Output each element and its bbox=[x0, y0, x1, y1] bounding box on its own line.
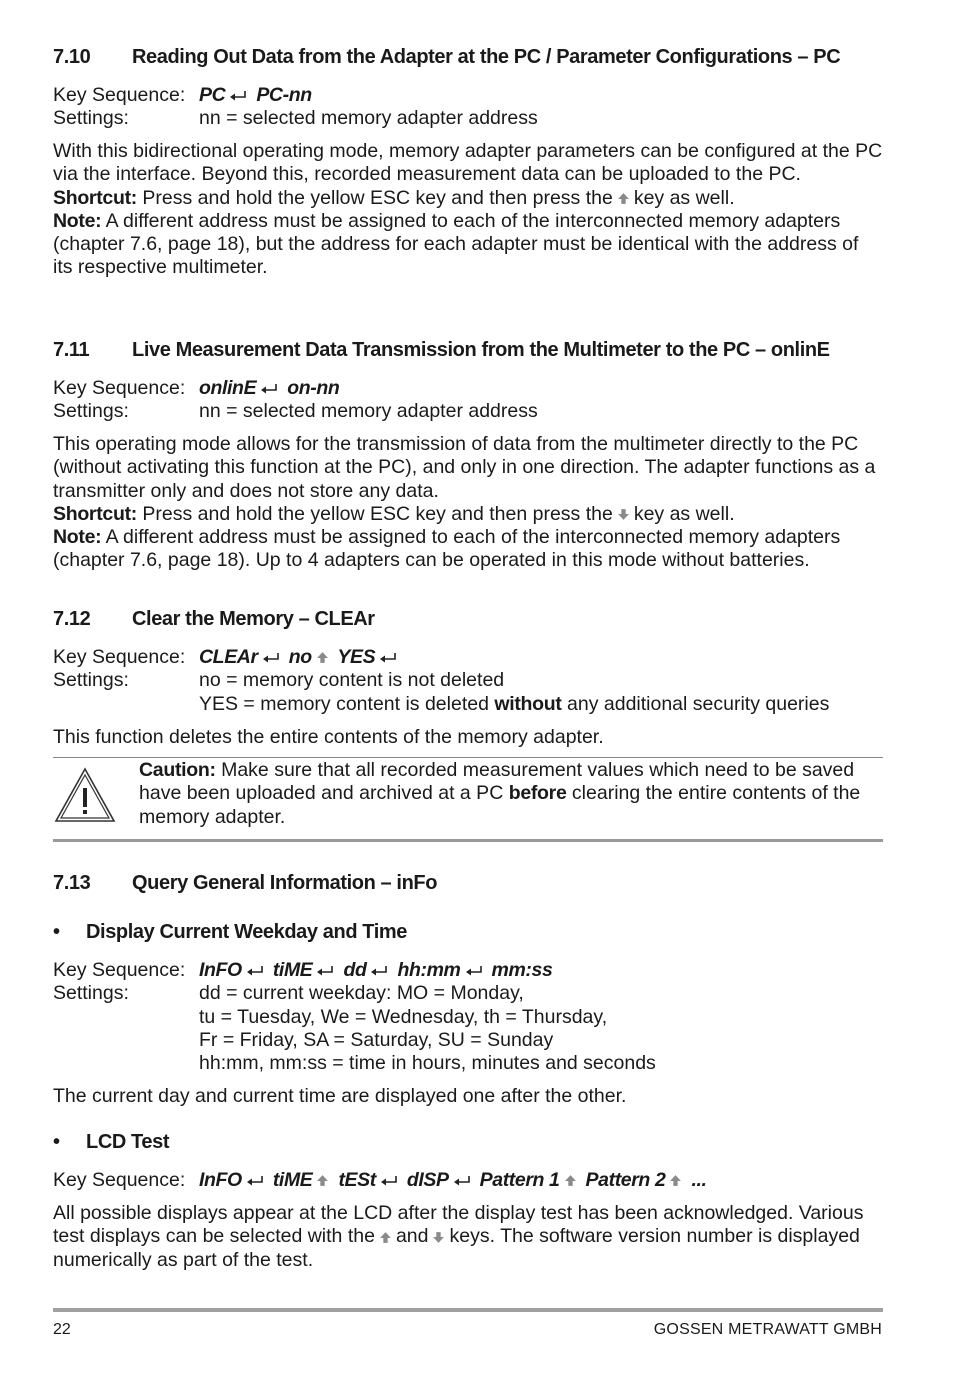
caution-emphasis: before bbox=[508, 782, 567, 805]
shortcut-label: Shortcut: bbox=[53, 502, 137, 525]
footer-divider bbox=[53, 1308, 883, 1312]
seq-token: tiME bbox=[272, 959, 313, 981]
key-sequence-label: Key Sequence: bbox=[53, 84, 186, 106]
caution-text: Make sure that all recorded measurement values which need to be saved have been uploaded and archived at a PC bbox=[139, 759, 855, 805]
section-7-11-key-sequence bbox=[53, 377, 883, 424]
bullet: • bbox=[53, 1131, 60, 1153]
note-label: Note: bbox=[53, 209, 102, 232]
section-number: 7.11 bbox=[53, 339, 90, 361]
bullet: • bbox=[53, 921, 60, 943]
bullet-title: Display Current Weekday and Time bbox=[86, 921, 408, 943]
caution-text-end: clearing the entire contents of the memory adapter. bbox=[139, 782, 861, 828]
section-7-13-heading bbox=[53, 872, 437, 895]
enter-key-icon bbox=[262, 652, 280, 664]
enter-key-icon bbox=[453, 1175, 471, 1187]
enter-key-icon bbox=[316, 965, 334, 977]
bullet-heading-lcd-test bbox=[53, 1131, 169, 1154]
bullet-heading-weekday-time bbox=[53, 921, 407, 944]
settings-value: no = memory content is not deleted bbox=[199, 669, 505, 692]
shortcut-text-end: key as well. bbox=[633, 502, 735, 525]
settings-value: any additional security queries bbox=[567, 692, 830, 715]
seq-token: InFO bbox=[199, 1169, 242, 1191]
page-number: 22 bbox=[53, 1321, 71, 1338]
up-arrow-key-icon bbox=[379, 1231, 392, 1244]
seq-token: InFO bbox=[199, 959, 242, 981]
seq-token: PC bbox=[199, 84, 226, 106]
key-sequence-label: Key Sequence: bbox=[53, 959, 186, 981]
settings-value: dd = current weekday: MO = Monday, bbox=[199, 982, 524, 1005]
settings-emphasis: without bbox=[494, 692, 562, 715]
lcd-test-body bbox=[53, 1202, 883, 1272]
key-sequence-label: Key Sequence: bbox=[53, 646, 186, 668]
enter-key-icon bbox=[380, 1175, 398, 1187]
weekday-time-key-sequence bbox=[53, 959, 883, 1075]
section-7-12-key-sequence bbox=[53, 646, 883, 716]
key-sequence-label: Key Sequence: bbox=[53, 377, 186, 399]
seq-token: PC-nn bbox=[256, 84, 312, 106]
settings-value: Fr = Friday, SA = Saturday, SU = Sunday bbox=[199, 1028, 554, 1051]
key-sequence-label: Key Sequence: bbox=[53, 1169, 186, 1191]
seq-token: hh:mm bbox=[397, 959, 461, 981]
paragraph: With this bidirectional operating mode, memory adapter parameters can be configured at the PC via the interface. Beyond this, recorded measurement data can be uploaded to the PC. bbox=[53, 140, 883, 186]
shortcut-text-end: key as well. bbox=[633, 186, 735, 209]
up-arrow-key-icon bbox=[316, 651, 329, 664]
section-title: Live Measurement Data Transmission from the Multimeter to the PC – onlinE bbox=[132, 339, 830, 361]
settings-value: nn = selected memory adapter address bbox=[199, 400, 538, 423]
enter-key-icon bbox=[246, 1175, 264, 1187]
section-7-12-body bbox=[53, 726, 883, 749]
seq-token: dISP bbox=[406, 1169, 449, 1191]
enter-key-icon bbox=[465, 965, 483, 977]
paragraph-end: keys. The software version number is displayed numerically as part of the test. bbox=[53, 1225, 860, 1271]
note-text: A different address must be assigned to each of the interconnected memory adapters (chapter 7.6, page 18), but the address for each adapter must be identical with the address of its respective multimeter. bbox=[53, 209, 859, 279]
seq-token: on-nn bbox=[287, 377, 340, 399]
warning-triangle-icon bbox=[53, 766, 117, 824]
section-number: 7.13 bbox=[53, 872, 91, 894]
caution-box bbox=[53, 757, 883, 842]
enter-key-icon bbox=[379, 652, 397, 664]
enter-key-icon bbox=[229, 90, 247, 102]
shortcut-text: Press and hold the yellow ESC key and then press the bbox=[142, 502, 613, 525]
section-title: Query General Information – inFo bbox=[132, 872, 438, 894]
weekday-time-body bbox=[53, 1085, 883, 1108]
seq-token: CLEAr bbox=[199, 646, 258, 668]
up-arrow-key-icon bbox=[669, 1174, 682, 1187]
seq-token: Pattern 1 bbox=[479, 1169, 560, 1191]
settings-value: tu = Tuesday, We = Wednesday, th = Thursday, bbox=[199, 1005, 608, 1028]
seq-token: tESt bbox=[338, 1169, 376, 1191]
paragraph: This operating mode allows for the transmission of data from the multimeter directly to the PC (without activating this function at the PC), and only in one direction. The adapter functions as a transmitter only and does not store any data. bbox=[53, 433, 876, 502]
section-7-10-body bbox=[53, 140, 883, 280]
paragraph: All possible displays appear at the LCD after the display test has been acknowledged. Various test displays can be selected with the bbox=[53, 1202, 864, 1248]
section-7-11-body bbox=[53, 433, 883, 573]
section-title: Clear the Memory – CLEAr bbox=[132, 608, 375, 630]
paragraph: The current day and current time are displayed one after the other. bbox=[53, 1085, 627, 1107]
lcd-test-key-sequence bbox=[53, 1169, 883, 1192]
up-arrow-key-icon bbox=[617, 192, 630, 205]
down-arrow-key-icon bbox=[617, 508, 630, 521]
settings-label: Settings: bbox=[53, 107, 129, 130]
settings-label: Settings: bbox=[53, 669, 129, 692]
paragraph-and: and bbox=[395, 1225, 429, 1248]
section-number: 7.12 bbox=[53, 608, 91, 630]
shortcut-text: Press and hold the yellow ESC key and then press the bbox=[142, 186, 613, 209]
section-7-10-key-sequence bbox=[53, 84, 883, 131]
section-title: Reading Out Data from the Adapter at the PC / Parameter Configurations – PC bbox=[132, 46, 841, 68]
settings-value: YES = memory content is deleted bbox=[199, 692, 489, 715]
section-7-11-heading bbox=[53, 339, 830, 362]
seq-token: ... bbox=[691, 1169, 707, 1191]
caution-label: Caution: bbox=[139, 759, 216, 781]
section-7-10-heading bbox=[53, 46, 840, 69]
bullet-title: LCD Test bbox=[86, 1131, 170, 1153]
settings-value: hh:mm, mm:ss = time in hours, minutes and seconds bbox=[199, 1052, 656, 1075]
seq-token: no bbox=[288, 646, 312, 668]
enter-key-icon bbox=[260, 383, 278, 395]
enter-key-icon bbox=[246, 965, 264, 977]
seq-token: YES bbox=[337, 646, 376, 668]
paragraph: This function deletes the entire contents of the memory adapter. bbox=[53, 726, 604, 748]
seq-token: dd bbox=[343, 959, 367, 981]
seq-token: onlinE bbox=[199, 377, 257, 399]
seq-token: tiME bbox=[272, 1169, 313, 1191]
seq-token: Pattern 2 bbox=[585, 1169, 666, 1191]
settings-label: Settings: bbox=[53, 400, 129, 423]
shortcut-label: Shortcut: bbox=[53, 186, 137, 209]
section-7-12-heading bbox=[53, 608, 375, 631]
settings-value: nn = selected memory adapter address bbox=[199, 107, 538, 130]
down-arrow-key-icon bbox=[432, 1231, 445, 1244]
company-name: GOSSEN METRAWATT GMBH bbox=[653, 1321, 882, 1338]
seq-token: mm:ss bbox=[491, 959, 553, 981]
up-arrow-key-icon bbox=[564, 1174, 577, 1187]
note-text: A different address must be assigned to each of the interconnected memory adapters (chapter 7.6, page 18). Up to 4 adapters can be operated in this mode without batteries. bbox=[53, 526, 841, 572]
note-label: Note: bbox=[53, 526, 102, 549]
enter-key-icon bbox=[370, 965, 388, 977]
section-number: 7.10 bbox=[53, 46, 91, 68]
settings-label: Settings: bbox=[53, 982, 129, 1005]
up-arrow-key-icon bbox=[316, 1174, 329, 1187]
